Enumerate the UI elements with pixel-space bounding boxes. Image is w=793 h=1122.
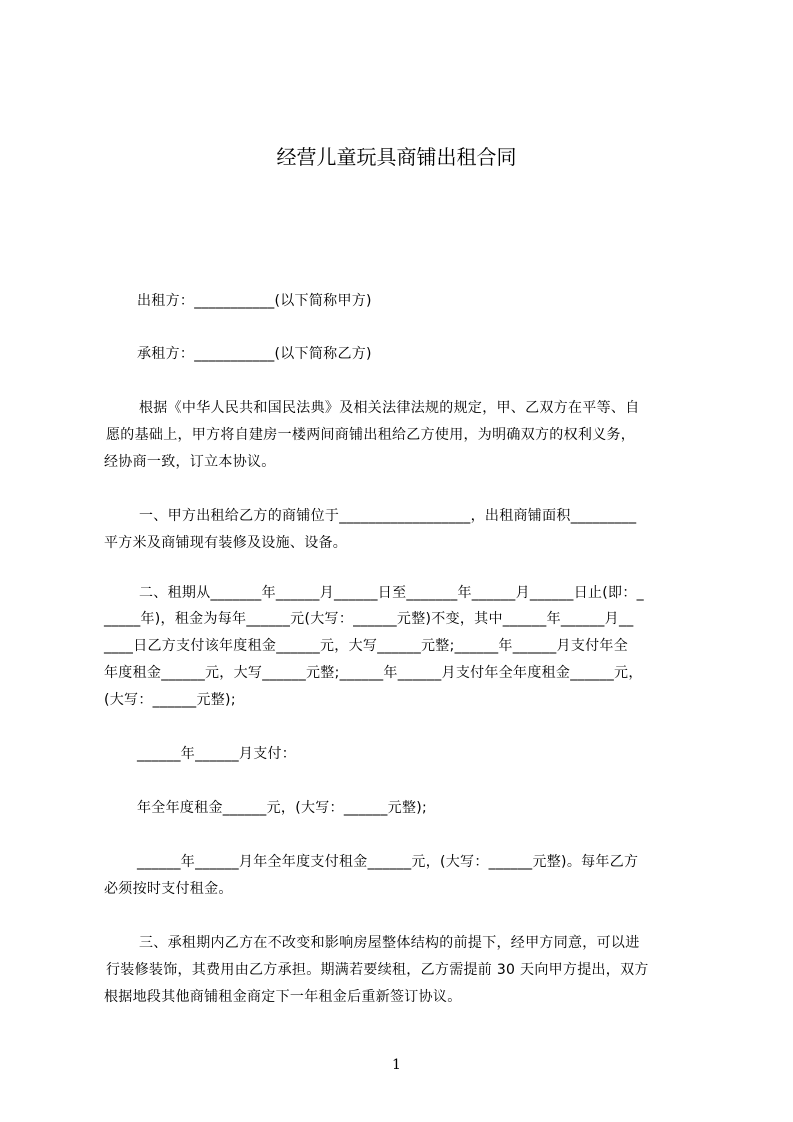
preamble-line-2: 愿的基础上，甲方将自建房一楼两间商铺出租给乙方使用，为明确双方的权利义务， [106, 427, 636, 443]
payment-line-1: ______年______月支付： [137, 746, 297, 762]
clause-2-line-1: 二、租期从_______年______月______日至_______年______月______日止(即：_ [139, 585, 644, 601]
clause-2-line-4: 年度租金______元，大写______元整;______年______月支付年全年度租金______元， [104, 665, 643, 681]
payment-line-3: ______年______月年全年度支付租金______元，(大写：______元整)。每年乙方 [137, 854, 639, 870]
clause-2-line-2: _____年)，租金为每年______元(大写：______元整)不变，其中______年______月__ [104, 611, 634, 627]
preamble-line-1: 根据《中华人民共和国民法典》及相关法律法规的规定，甲、乙双方在平等、自 [139, 400, 640, 416]
clause-3-line-2: 行装修装饰，其费用由乙方承担。期满若要续租，乙方需提前 30 天向甲方提出，双方 [106, 962, 649, 978]
clause-3-line-1: 三、承租期内乙方在不改变和影响房屋整体结构的前提下，经甲方同意，可以进 [139, 935, 640, 951]
clause-1-line-2: 平方米及商铺现有装修及设施、设备。 [104, 535, 348, 551]
payment-line-2: 年全年度租金______元，(大写：______元整); [137, 800, 428, 816]
clause-2-line-5: (大写：______元整); [104, 692, 236, 708]
clause-2-line-3: ____日乙方支付该年度租金______元，大写______元整;______年______月支付年全 [104, 638, 629, 654]
document-title: 经营儿童玩具商铺出租合同 [276, 145, 517, 169]
lessee-line: 承租方：___________(以下简称乙方) [137, 346, 372, 362]
preamble-line-3: 经协商一致，订立本协议。 [104, 454, 276, 470]
clause-1-line-1: 一、甲方出租给乙方的商铺位于__________________，出租商铺面积_________ [139, 508, 637, 524]
lessor-line: 出租方：___________(以下简称甲方) [137, 293, 372, 309]
clause-3-line-3: 根据地段其他商铺租金商定下一年租金后重新签订协议。 [104, 989, 462, 1005]
payment-line-4: 必须按时支付租金。 [104, 881, 233, 897]
page-number: 1 [392, 1057, 401, 1073]
